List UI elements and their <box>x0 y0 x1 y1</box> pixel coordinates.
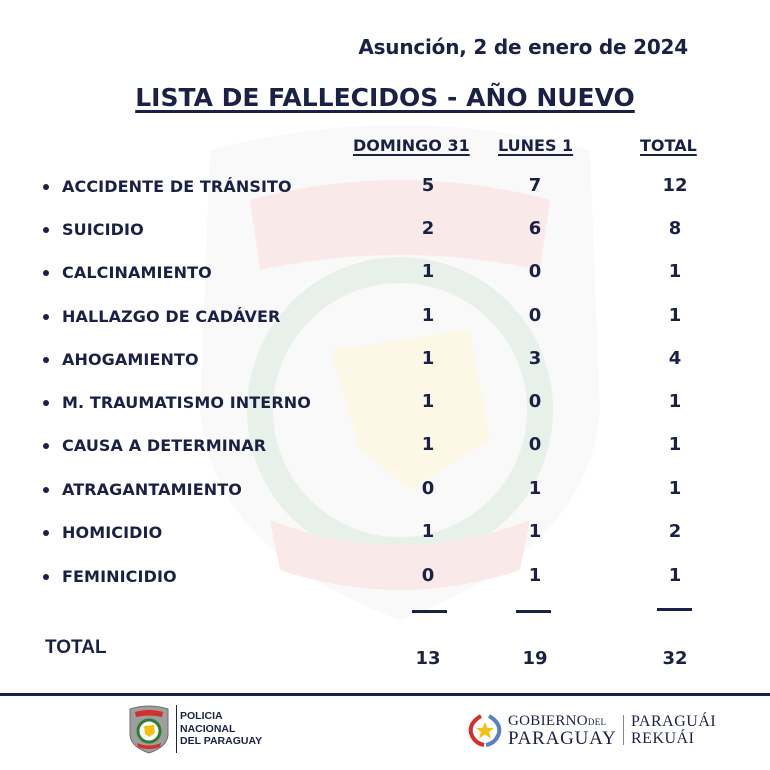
cause-label: M. TRAUMATISMO INTERNO <box>62 393 311 412</box>
count-lunes: 0 <box>528 434 542 455</box>
cause-label: AHOGAMIENTO <box>62 350 199 369</box>
page-title: LISTA DE FALLECIDOS - AÑO NUEVO <box>135 83 635 112</box>
police-shield-icon <box>127 703 171 755</box>
table-row <box>0 478 770 502</box>
total-overall: 32 <box>662 648 688 669</box>
count-domingo: 5 <box>421 175 435 196</box>
bullet-icon <box>43 227 49 233</box>
count-lunes: 1 <box>528 521 542 542</box>
count-total: 2 <box>668 521 682 542</box>
bullet-icon <box>43 314 49 320</box>
bullet-icon <box>43 357 49 363</box>
table-row <box>0 175 770 199</box>
count-domingo: 0 <box>421 478 435 499</box>
count-domingo: 1 <box>421 261 435 282</box>
sum-line-total <box>657 608 692 611</box>
sum-line-domingo <box>412 610 447 613</box>
count-lunes: 1 <box>528 565 542 586</box>
cause-label: ACCIDENTE DE TRÁNSITO <box>62 177 292 196</box>
cause-label: HALLAZGO DE CADÁVER <box>62 307 281 326</box>
count-domingo: 1 <box>421 434 435 455</box>
count-domingo: 1 <box>421 391 435 412</box>
count-lunes: 0 <box>528 391 542 412</box>
paraguai-rekuai: PARAGUÁI REKUÁI <box>631 713 717 747</box>
cause-label: HOMICIDIO <box>62 523 163 542</box>
count-domingo: 2 <box>421 218 435 239</box>
table-row <box>0 391 770 415</box>
document-date: Asunción, 2 de enero de 2024 <box>358 35 688 59</box>
count-lunes: 1 <box>528 478 542 499</box>
bullet-icon <box>43 530 49 536</box>
count-lunes: 6 <box>528 218 542 239</box>
table-row <box>0 565 770 589</box>
column-header-total: TOTAL <box>640 136 697 155</box>
total-lunes: 19 <box>522 648 548 669</box>
column-header-domingo: DOMINGO 31 <box>353 136 470 155</box>
cause-label: SUICIDIO <box>62 220 144 239</box>
bullet-icon <box>43 487 49 493</box>
table-row <box>0 305 770 329</box>
count-lunes: 7 <box>528 175 542 196</box>
count-domingo: 1 <box>421 305 435 326</box>
total-label: TOTAL <box>45 637 107 658</box>
count-total: 1 <box>668 565 682 586</box>
count-total: 4 <box>668 348 682 369</box>
total-domingo: 13 <box>415 648 441 669</box>
bullet-icon <box>43 270 49 276</box>
count-total: 1 <box>668 391 682 412</box>
count-total: 1 <box>668 434 682 455</box>
bullet-icon <box>43 574 49 580</box>
cause-label: ATRAGANTAMIENTO <box>62 480 242 499</box>
count-lunes: 0 <box>528 261 542 282</box>
count-lunes: 3 <box>528 348 542 369</box>
count-total: 8 <box>668 218 682 239</box>
count-lunes: 0 <box>528 305 542 326</box>
count-total: 1 <box>668 478 682 499</box>
table-row <box>0 348 770 372</box>
count-total: 1 <box>668 305 682 326</box>
count-domingo: 0 <box>421 565 435 586</box>
footer-logo-separator <box>623 715 624 745</box>
count-domingo: 1 <box>421 348 435 369</box>
bullet-icon <box>43 184 49 190</box>
police-name: POLICIA NACIONAL DEL PARAGUAY <box>180 710 263 747</box>
cause-label: CALCINAMIENTO <box>62 263 212 282</box>
count-total: 1 <box>668 261 682 282</box>
column-header-lunes: LUNES 1 <box>498 136 574 155</box>
cause-label: FEMINICIDIO <box>62 567 177 586</box>
table-row <box>0 434 770 458</box>
sum-line-lunes <box>516 610 551 613</box>
count-domingo: 1 <box>421 521 435 542</box>
count-total: 12 <box>662 175 688 196</box>
police-logo-separator <box>176 705 177 753</box>
government-star-wreath-icon <box>467 713 503 747</box>
table-row <box>0 261 770 285</box>
cause-label: CAUSA A DETERMINAR <box>62 436 267 455</box>
bullet-icon <box>43 400 49 406</box>
bullet-icon <box>43 443 49 449</box>
footer-divider <box>0 693 770 696</box>
gobierno-del-paraguay: GOBIERNODEL PARAGUAY <box>508 713 617 749</box>
table-row <box>0 218 770 242</box>
table-row <box>0 521 770 545</box>
